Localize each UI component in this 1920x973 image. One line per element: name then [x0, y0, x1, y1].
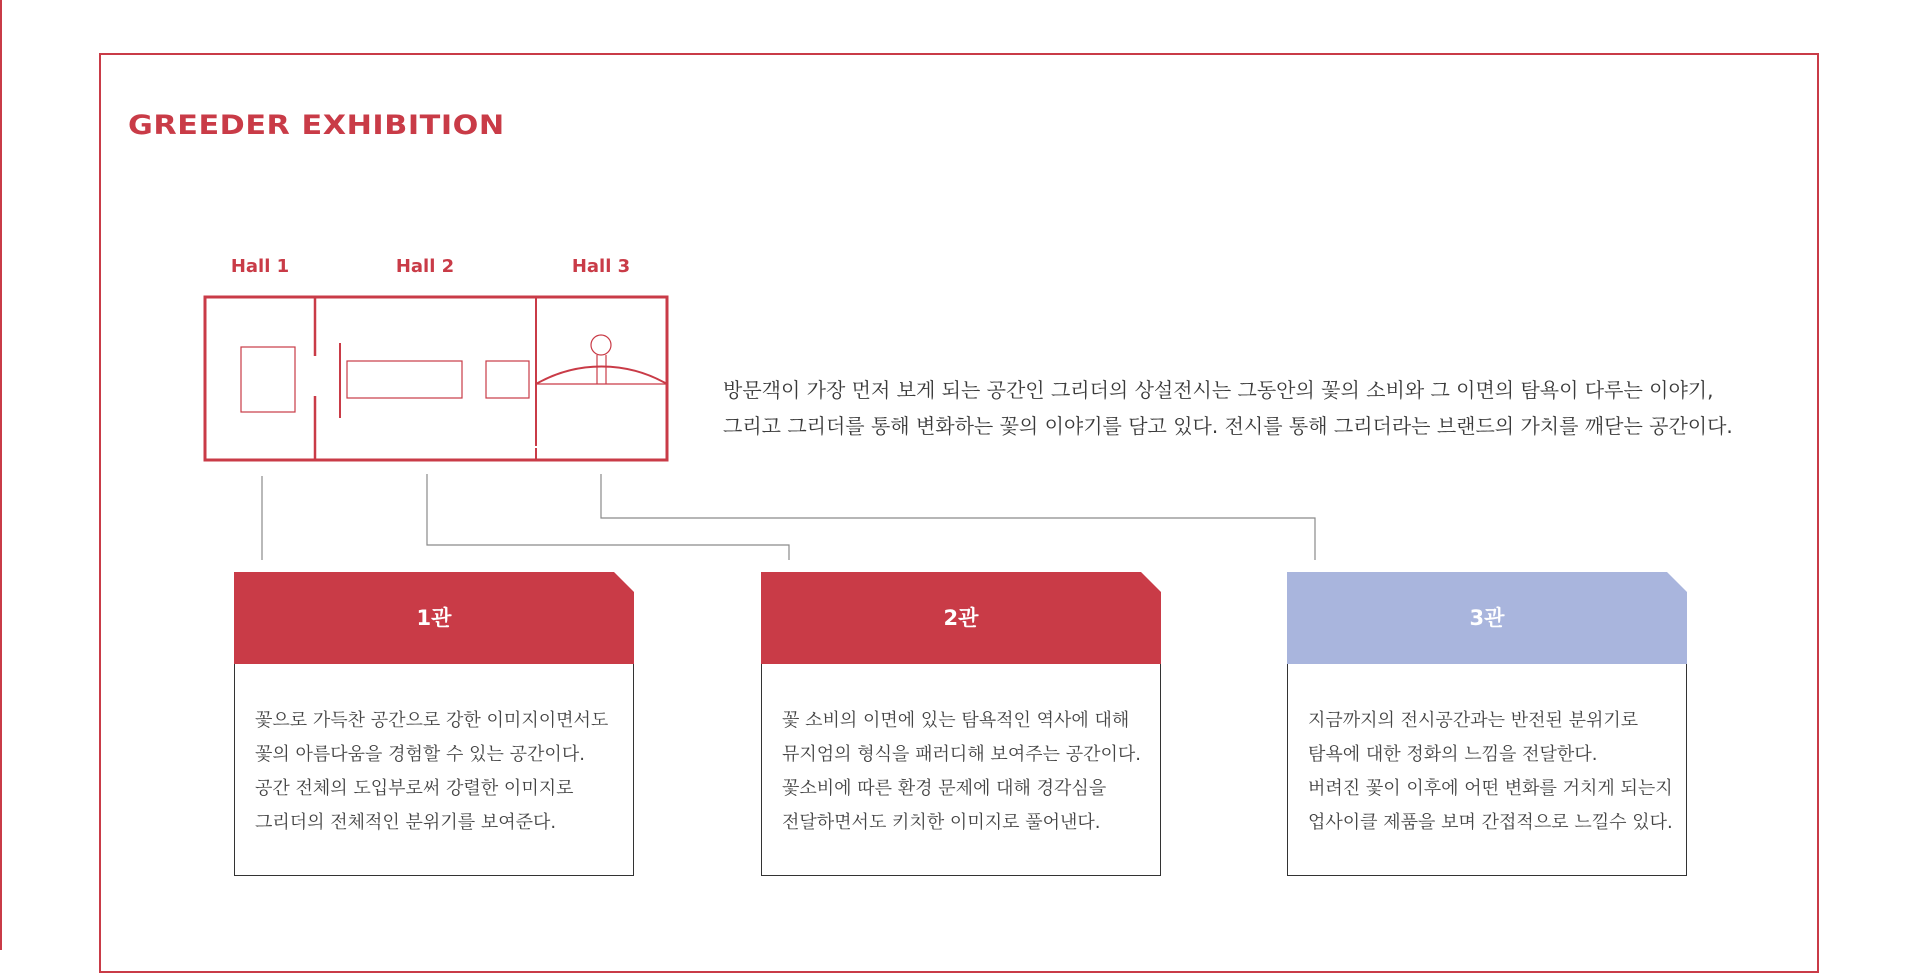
- hall-1-display: [241, 347, 295, 412]
- card-text-line: 뮤지엄의 형식을 패러디해 보여주는 공간이다.: [782, 744, 1141, 765]
- card-text-line: 탐욕에 대한 정화의 느낌을 전달한다.: [1308, 744, 1598, 765]
- card-text-line: 전달하면서도 키치한 이미지로 풀어낸다.: [782, 812, 1101, 833]
- floor-plan-outline: [205, 297, 667, 460]
- hall-2-card: [761, 572, 1161, 876]
- card-text-line: 공간 전체의 도입부로써 강렬한 이미지로: [255, 778, 574, 799]
- card-text-line: 업사이클 제품을 보며 간접적으로 느낄수 있다.: [1308, 812, 1673, 833]
- intro-line: 그리고 그리더를 통해 변화하는 꽃의 이야기를 담고 있다. 전시를 통해 그리더라는 브랜드의 가치를 깨닫는 공간이다.: [723, 414, 1733, 438]
- connector-hall-2: [427, 474, 789, 560]
- hall-3-globe: [591, 335, 611, 355]
- page-title: GREEDER EXHIBITION: [128, 110, 505, 141]
- connector-hall-3: [601, 474, 1315, 560]
- hall-1-label: Hall 1: [230, 256, 290, 277]
- hall-3-card-title: 3관: [1469, 606, 1505, 630]
- card-text-line: 꽃으로 가득찬 공간으로 강한 이미지이면서도: [255, 710, 609, 731]
- card-text-line: 지금까지의 전시공간과는 반전된 분위기로: [1308, 710, 1639, 731]
- hall-2-display-small: [486, 361, 529, 398]
- hall-3-card: [1287, 572, 1687, 876]
- hall-1-card-body: [234, 664, 634, 876]
- hall-2-label: Hall 2: [395, 256, 455, 277]
- card-text-line: 꽃의 아름다움을 경험할 수 있는 공간이다.: [255, 744, 585, 765]
- hall-2-card-body: [761, 664, 1161, 876]
- hall-1-card: [234, 572, 634, 876]
- hall-2-card-title: 2관: [943, 606, 979, 630]
- card-text-line: 꽃 소비의 이면에 있는 탐욕적인 역사에 대해: [782, 710, 1130, 731]
- hall-2-display-long: [347, 361, 462, 398]
- intro-text: [723, 372, 1803, 444]
- hall-3-dome: [536, 366, 667, 384]
- card-text-line: 그리더의 전체적인 분위기를 보여준다.: [255, 812, 557, 833]
- hall-3-card-body: [1287, 664, 1687, 876]
- hall-1-card-title: 1관: [416, 606, 452, 630]
- hall-3-label: Hall 3: [571, 256, 631, 277]
- card-text-line: 버려진 꽃이 이후에 어떤 변화를 거치게 되는지: [1308, 778, 1673, 799]
- intro-line: 방문객이 가장 먼저 보게 되는 공간인 그리더의 상설전시는 그동안의 꽃의 소비와 그 이면의 탐욕이 다루는 이야기,: [723, 378, 1714, 402]
- card-text-line: 꽃소비에 따른 환경 문제에 대해 경각심을: [782, 778, 1107, 799]
